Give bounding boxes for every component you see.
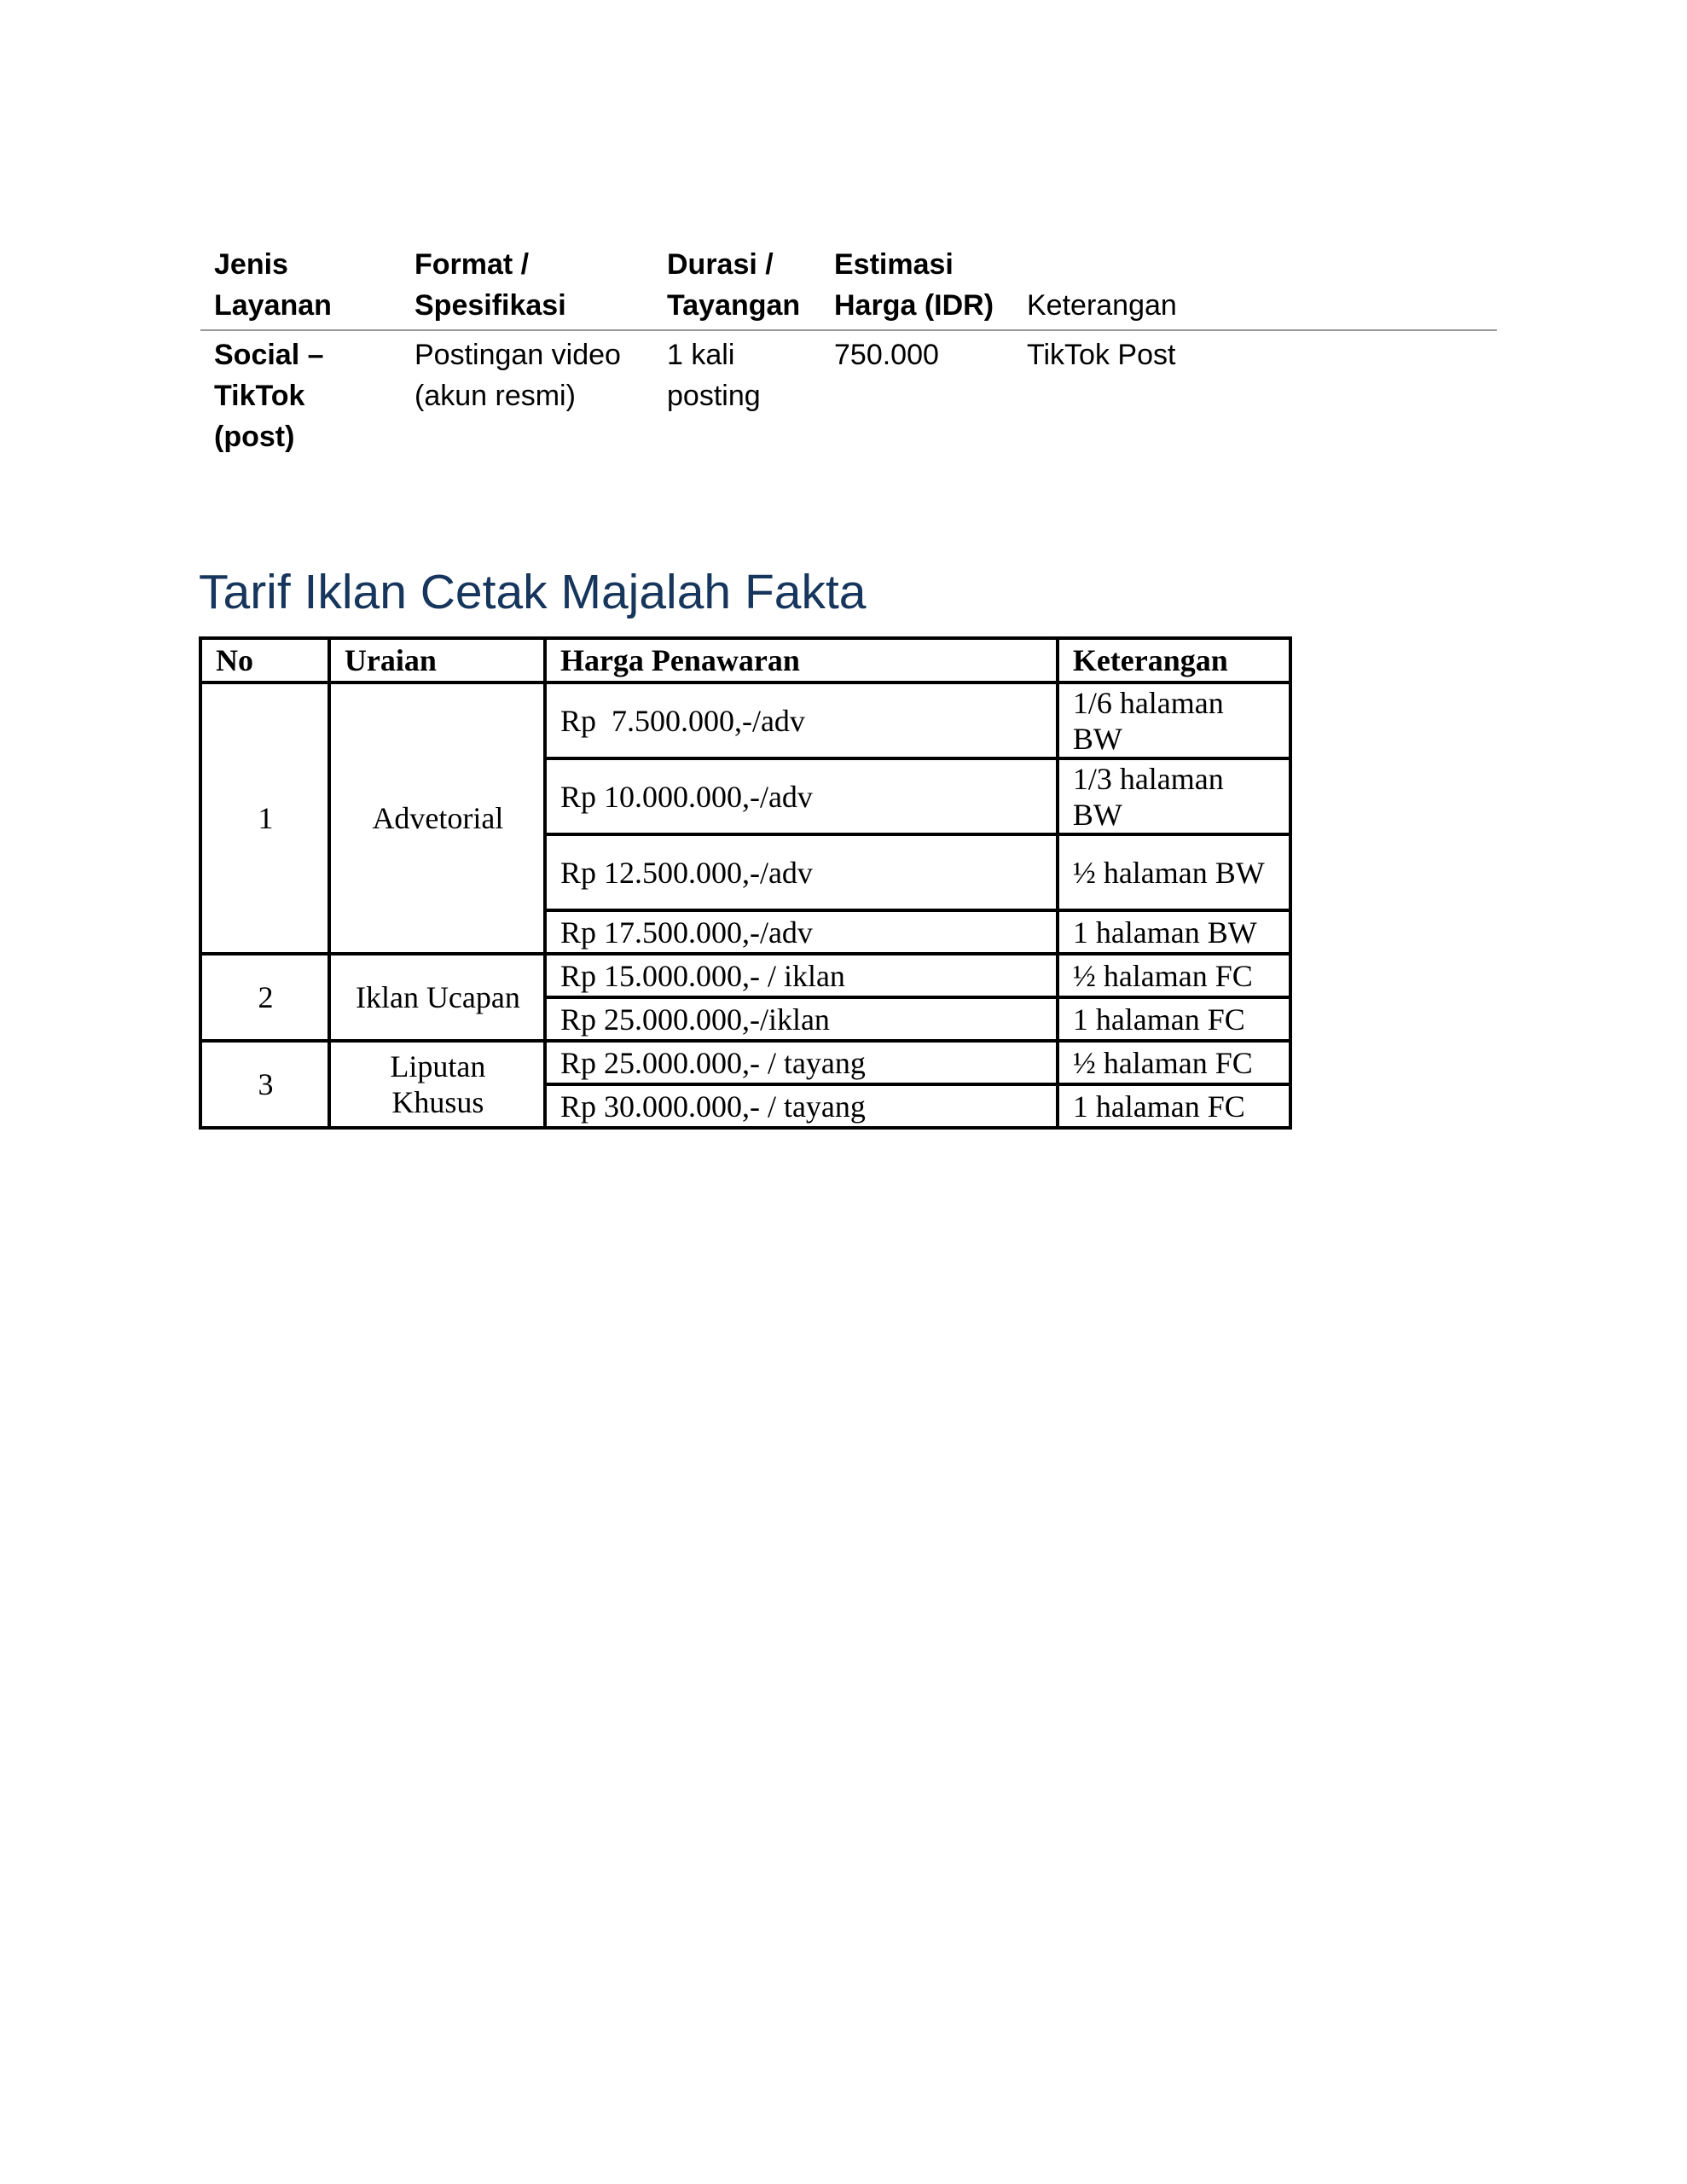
cell-uraian: Iklan Ucapan bbox=[329, 954, 545, 1041]
header-format bbox=[401, 244, 653, 330]
header-durasi bbox=[653, 244, 820, 330]
cell-no: 3 bbox=[200, 1041, 329, 1128]
header-jenis-line-1: Jenis bbox=[214, 248, 288, 281]
cell-format bbox=[401, 330, 653, 457]
header-keterangan-text: Keterangan bbox=[1027, 289, 1177, 322]
header-jenis-layanan bbox=[200, 244, 401, 330]
header-harga-penawaran: Harga Penawaran bbox=[545, 638, 1058, 682]
cell-keterangan: 1/3 halaman BW bbox=[1058, 758, 1290, 834]
cell-keterangan: 1 halaman FC bbox=[1058, 997, 1290, 1041]
table-row bbox=[200, 330, 1497, 457]
header-keterangan bbox=[1013, 244, 1497, 330]
cell-harga: Rp 17.500.000,-/adv bbox=[545, 910, 1058, 954]
cell-harga: Rp 25.000.000,- / tayang bbox=[545, 1041, 1058, 1084]
cell-keterangan: 1 halaman FC bbox=[1058, 1084, 1290, 1128]
cell-keterangan: TikTok Post bbox=[1027, 339, 1176, 371]
cell-harga: Rp 25.000.000,-/iklan bbox=[545, 997, 1058, 1041]
cell-harga: Rp 10.000.000,-/adv bbox=[545, 758, 1058, 834]
cell-uraian: Advetorial bbox=[329, 682, 545, 954]
cell-harga: Rp 15.000.000,- / iklan bbox=[545, 954, 1058, 997]
rate-table bbox=[199, 636, 1292, 1130]
cell-no: 2 bbox=[200, 954, 329, 1041]
cell-harga: 750.000 bbox=[834, 339, 939, 371]
cell-harga: Rp 30.000.000,- / tayang bbox=[545, 1084, 1058, 1128]
cell-harga: Rp 7.500.000,-/adv bbox=[545, 682, 1058, 758]
header-uraian: Uraian bbox=[329, 638, 545, 682]
cell-no: 1 bbox=[200, 682, 329, 954]
header-estimasi-harga bbox=[820, 244, 1013, 330]
cell-durasi bbox=[653, 330, 820, 457]
header-durasi-line-2: Tayangan bbox=[667, 289, 801, 322]
header-no: No bbox=[200, 638, 329, 682]
table-row bbox=[200, 954, 1290, 997]
header-keterangan: Keterangan bbox=[1058, 638, 1290, 682]
cell-durasi-line-2: posting bbox=[667, 380, 761, 412]
cell-format-line-1: Postingan video bbox=[415, 339, 621, 371]
cell-durasi-line-1: 1 kali bbox=[667, 339, 735, 371]
header-jenis-line-2: Layanan bbox=[214, 289, 332, 322]
cell-format-line-2: (akun resmi) bbox=[415, 380, 576, 412]
table-row bbox=[200, 1041, 1290, 1084]
cell-keterangan: ½ halaman BW bbox=[1058, 834, 1290, 910]
cell-harga: Rp 12.500.000,-/adv bbox=[545, 834, 1058, 910]
header-format-line-2: Spesifikasi bbox=[415, 289, 566, 322]
cell-keterangan: 1 halaman BW bbox=[1058, 910, 1290, 954]
cell-jenis bbox=[200, 330, 401, 457]
cell-keterangan: ½ halaman FC bbox=[1058, 954, 1290, 997]
header-format-line-1: Format / bbox=[415, 248, 530, 281]
header-harga-line-2: Harga (IDR) bbox=[834, 289, 994, 322]
service-table-header-row bbox=[200, 244, 1497, 330]
cell-jenis-line-3: (post) bbox=[214, 421, 295, 453]
rate-table-header-row bbox=[200, 638, 1290, 682]
header-durasi-line-1: Durasi / bbox=[667, 248, 774, 281]
cell-jenis-line-2: TikTok bbox=[214, 380, 305, 412]
cell-uraian: Liputan Khusus bbox=[329, 1041, 545, 1128]
cell-keterangan: ½ halaman FC bbox=[1058, 1041, 1290, 1084]
service-table bbox=[200, 244, 1497, 457]
table-row bbox=[200, 682, 1290, 758]
section-heading: Tarif Iklan Cetak Majalah Fakta bbox=[199, 565, 867, 619]
cell-jenis-line-1: Social – bbox=[214, 339, 324, 371]
header-harga-line-1: Estimasi bbox=[834, 248, 954, 281]
cell-keterangan: 1/6 halaman BW bbox=[1058, 682, 1290, 758]
